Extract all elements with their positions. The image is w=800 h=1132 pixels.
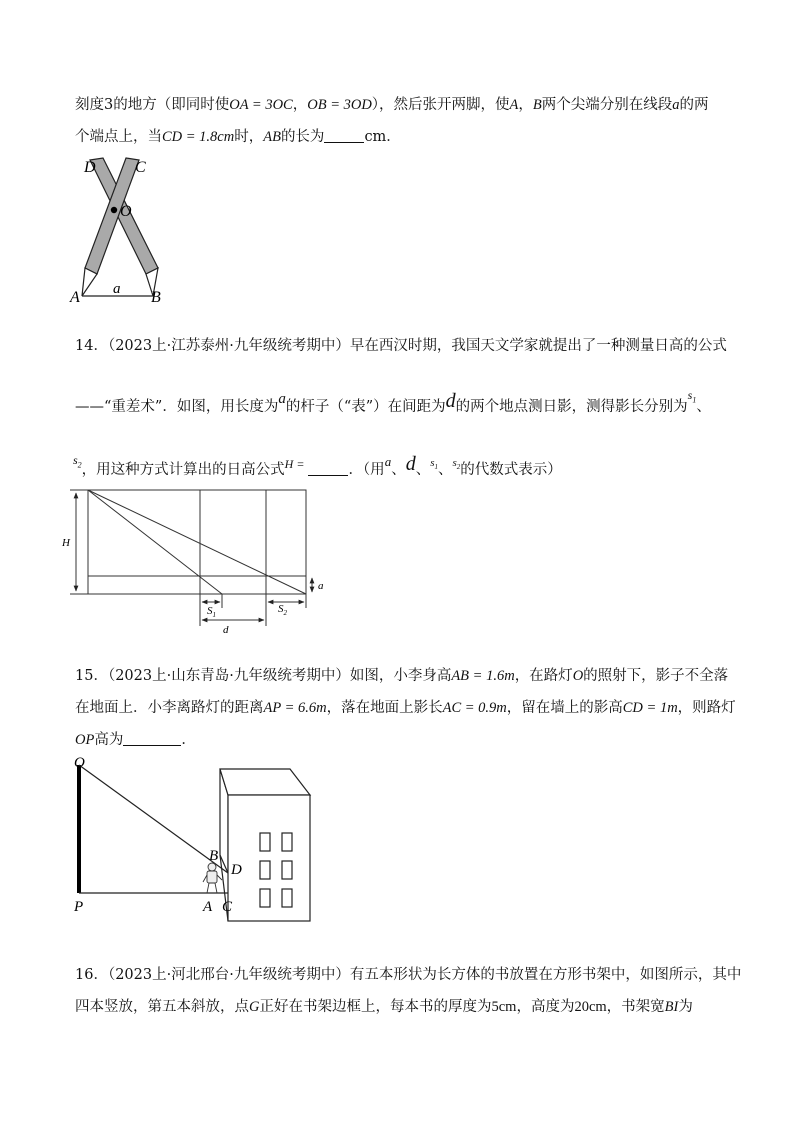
q13-cd-formula: CD = 1.8cm [162,129,235,145]
q15-street-light-figure [60,755,320,930]
q15-line-3: OP高为 ． [75,732,196,748]
answer-blank-q13[interactable] [324,128,364,143]
q16-line-1: 16．（2023上·河北邢台·九年级统考期中）有五本形状为长方体的书放置在方形书架中，如图所示，其中 [75,967,742,983]
q13-compass-figure [60,150,200,310]
q13-oa-formula: OA = 3OC [229,97,293,113]
svg-text:P: P [74,899,84,915]
svg-text:C: C [222,899,233,915]
q14-number: 14． [75,338,108,354]
svg-text:O: O [120,203,132,220]
q15-number: 15． [75,668,108,684]
q13-line-1: 刻度3的地方（即同时使OA = 3OC，OB = 3OD），然后张开两脚，使A，B两个尖端分别在线段a的两 [75,97,709,113]
svg-text:D: D [84,159,96,176]
answer-blank-q14[interactable] [308,461,348,476]
svg-text:B: B [151,289,161,306]
q14-sun-height-figure [60,480,340,640]
shadow-ray-1 [88,490,222,594]
q14-line-3: $^{s_2}$，用这种方式计算出的日高公式$^{H =}$ ．（用a、d、$^{s_1}$、$^{s_2}$的代数式表示） [73,453,562,478]
svg-text:A: A [203,899,213,915]
person-xiaoli-icon [203,863,222,893]
pivot-o [111,207,117,213]
q14-line-1: 14．（2023上·江苏泰州·九年级统考期中）早在西汉时期，我国天文学家就提出了一种测量日高的公式 [75,338,727,354]
light-ray [79,765,228,873]
q16-source: （2023上·河北邢台·九年级统考期中） [107,967,350,983]
answer-blank-q15[interactable] [123,731,181,746]
svg-text:D: D [231,862,242,878]
q14-source: （2023上·江苏泰州·九年级统考期中） [107,338,350,354]
q15-line-2: 在地面上．小李离路灯的距离AP = 6.6m，落在地面上影长AC = 0.9m，留在墙上的影高CD = 1m，则路灯 [75,700,736,716]
shadow-ray-2 [88,490,306,594]
wall-building [220,769,310,921]
q16-line-2: 四本竖放，第五本斜放，点G正好在书架边框上，每本书的厚度为5cm，高度为20cm，书架宽BI为 [75,999,693,1015]
svg-text:O: O [74,755,85,771]
q15-source: （2023上·山东青岛·九年级统考期中） [107,668,350,684]
q16-number: 16． [75,967,108,983]
svg-text:d: d [223,624,229,636]
svg-text:A: A [70,289,80,306]
svg-text:C: C [135,159,146,176]
svg-text:a: a [113,281,121,297]
q13-ob-formula: OB = 3OD [307,97,372,113]
svg-text:H: H [62,537,70,549]
svg-text:S2: $S_2$ [278,603,287,617]
svg-text:a: a [318,580,324,592]
svg-text:B: B [209,848,219,864]
svg-text:S1: $S_1$ [207,605,216,619]
q13-line-2: 个端点上，当CD = 1.8cm时，AB的长为 cm． [75,129,401,145]
q15-line-1: 15．（2023上·山东青岛·九年级统考期中）如图，小李身高AB = 1.6m，在路灯O的照射下，影子不全落 [75,668,729,684]
q14-line-2: ——“重差术”．如图，用长度为a的杆子（“表”）在间距为d的两个地点测日影，测得影长分别为$^{s_1}$、 [75,388,711,415]
